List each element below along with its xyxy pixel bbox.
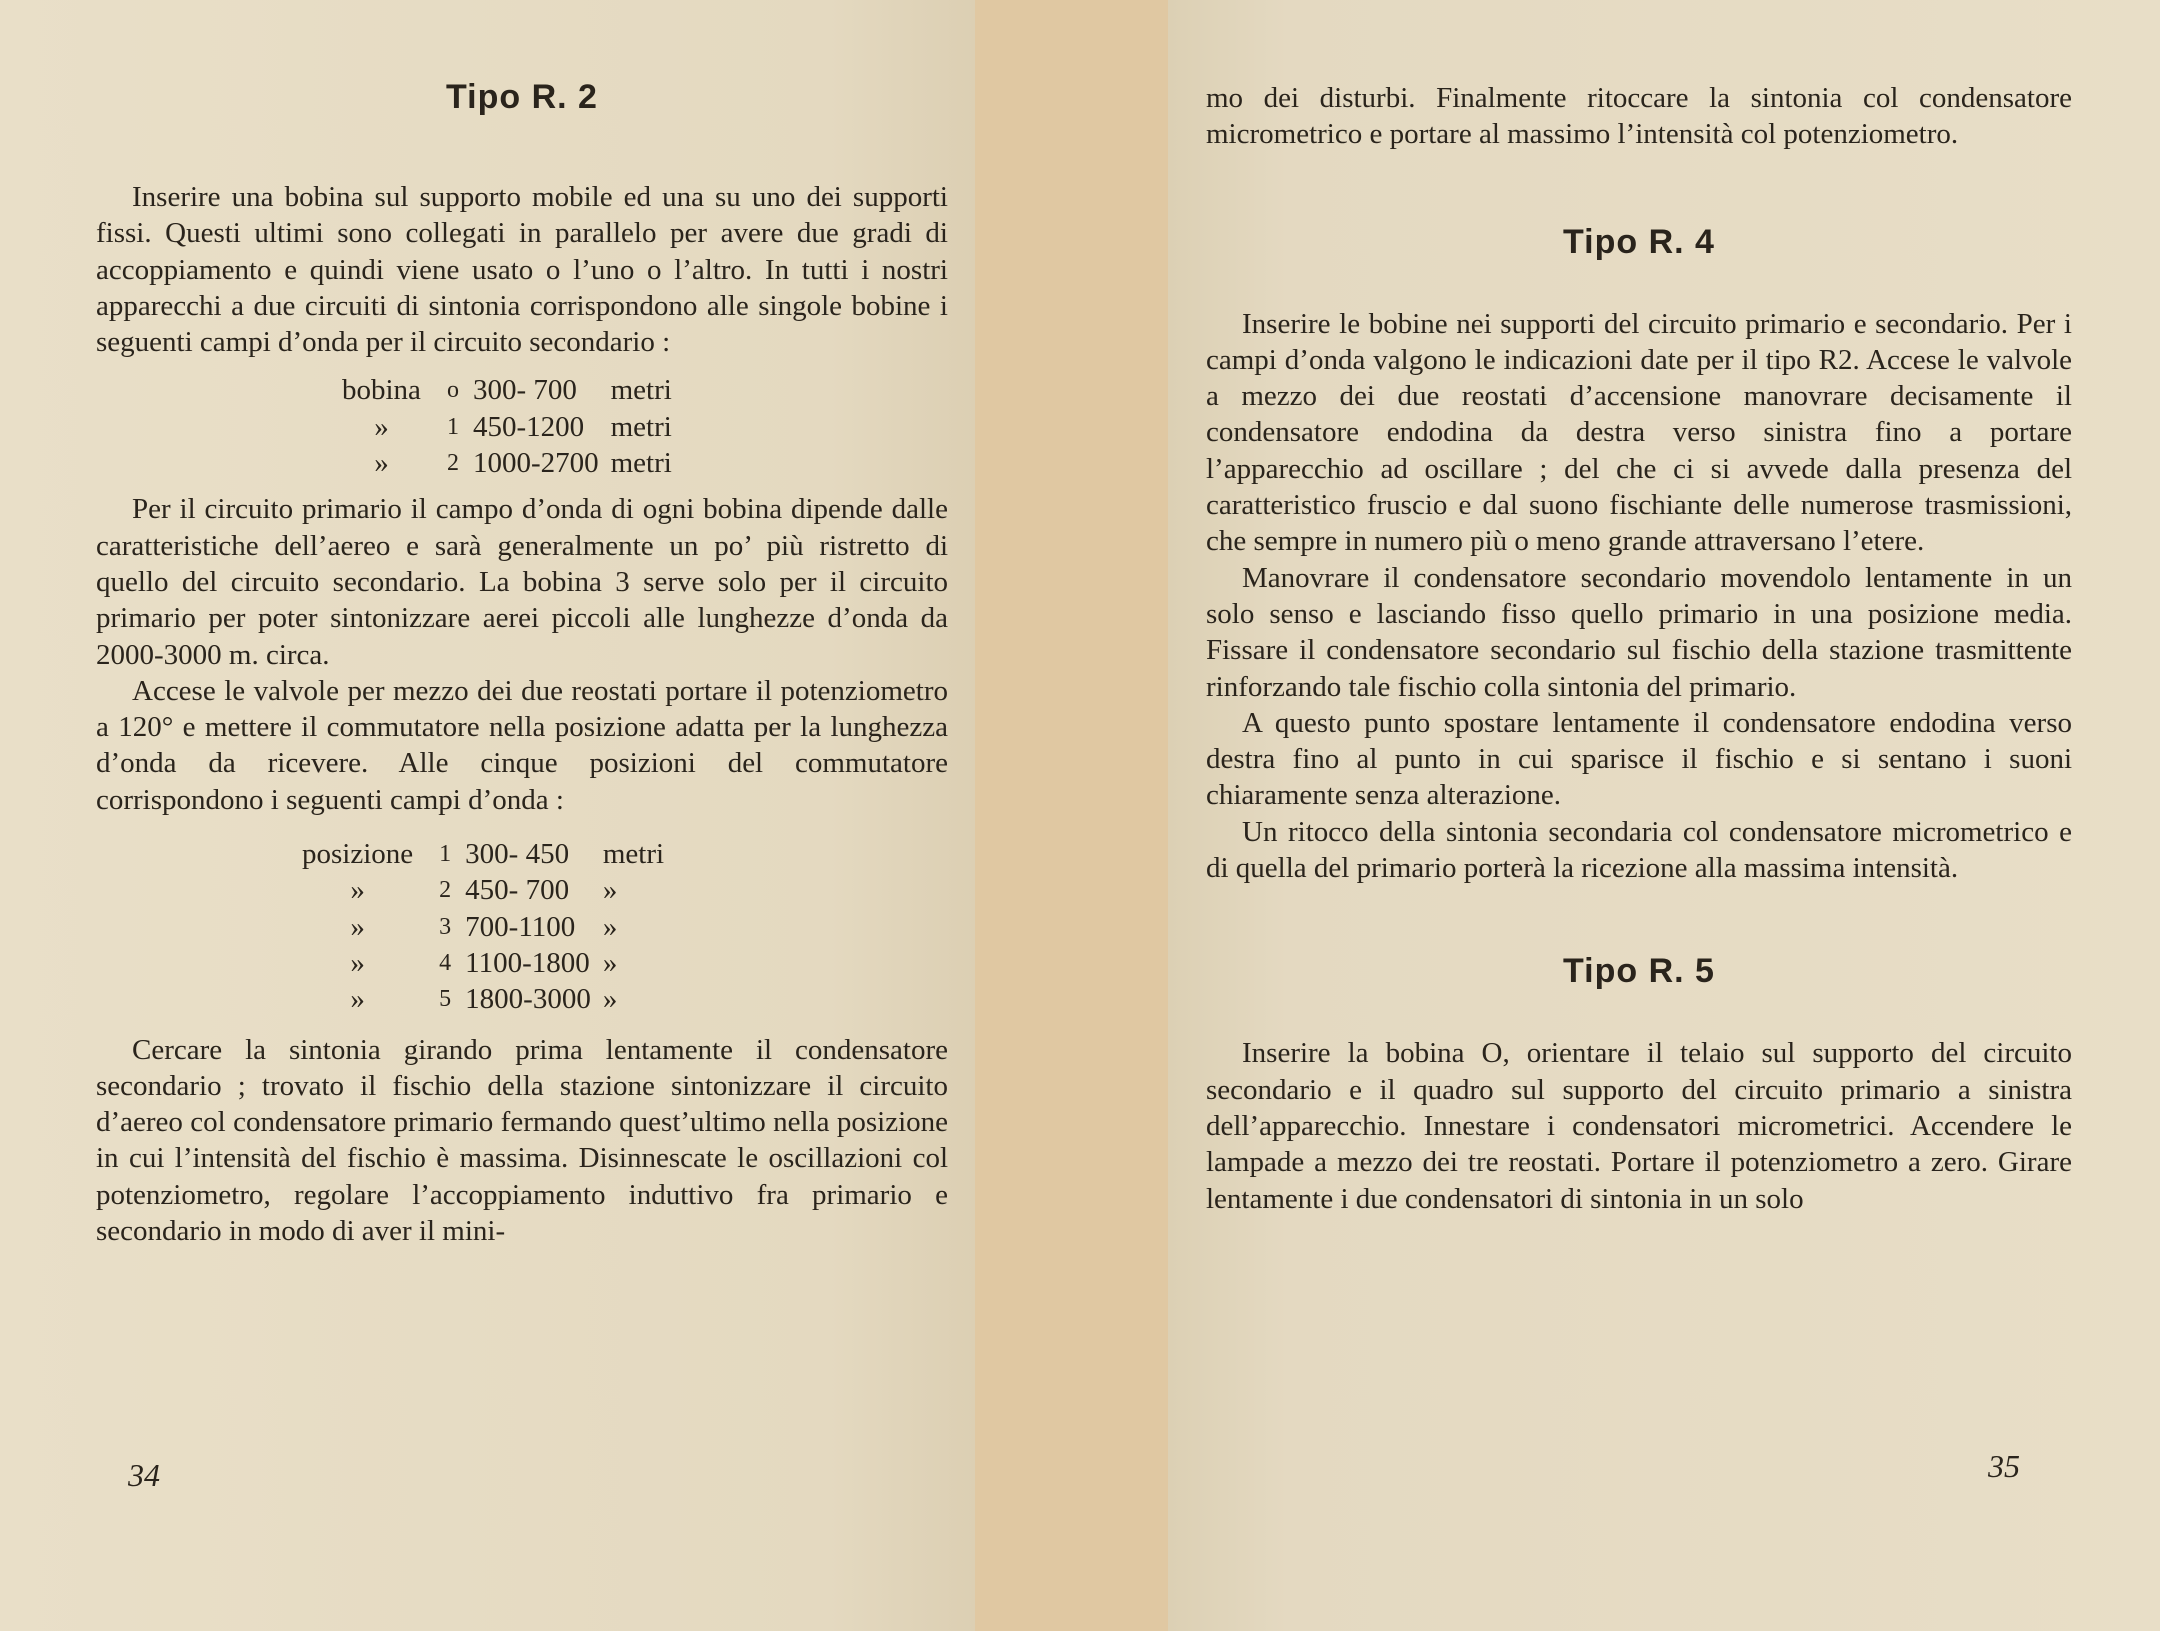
table-cell-label: » bbox=[350, 910, 365, 943]
table-cell-num: o bbox=[446, 377, 459, 404]
table-cell-label: » bbox=[350, 983, 365, 1016]
table-cell-num: 3 bbox=[439, 913, 452, 940]
table-cell-unit: metri bbox=[602, 838, 665, 871]
table-cell-unit: » bbox=[602, 946, 618, 979]
right-page bbox=[1168, 0, 2160, 1631]
position-table-row bbox=[302, 872, 676, 908]
table-cell-range: 1100-1800 bbox=[465, 946, 590, 979]
coil-table-row bbox=[342, 445, 684, 481]
table-cell-range: 1000-2700 bbox=[472, 447, 599, 480]
switch-position-table bbox=[302, 836, 676, 1017]
table-cell-num: 1 bbox=[439, 841, 452, 868]
paragraph-tuning: Cercare la sintonia girando prima lentamente il condensatore secondario ; trovato il fischio della stazione sintonizzare il circuito d’aereo col condensatore primario fermando quest’ultimo nella posizione in cui l’intensità del fischio è massima. Disinnescate le oscillazioni col potenziometro, regolare l’accoppiamento induttivo fra primario e secondario in modo di aver il mini- bbox=[96, 1033, 948, 1248]
table-cell-label: » bbox=[374, 410, 389, 443]
table-cell-label: bobina bbox=[342, 374, 421, 407]
paragraph-primary-circuit: Per il circuito primario il campo d’onda di ogni bobina dipende dalle caratteristiche dell’aereo e sarà generalmente un po’ più ristretto di quello del circuito secondario. La bobina 3 serve solo per il circuito primario per poter sintonizzare aerei piccoli alle lunghezze d’onda da 2000-3000 m. circa. bbox=[96, 493, 948, 671]
left-text-column bbox=[96, 78, 948, 1249]
table-cell-num: 4 bbox=[439, 949, 452, 976]
table-cell-unit: metri bbox=[610, 374, 672, 407]
right-text-column bbox=[1206, 80, 2072, 1217]
table-cell-num: 1 bbox=[446, 413, 459, 440]
left-page bbox=[0, 0, 975, 1631]
heading-tipo-r5: Tipo R. 5 bbox=[1563, 952, 1715, 991]
coil-wavelength-table bbox=[342, 372, 684, 481]
book-gutter bbox=[975, 0, 1168, 1631]
table-cell-num: 2 bbox=[439, 877, 452, 904]
paragraph-r2-intro: Inserire una bobina sul supporto mobile ed una su uno dei supporti fissi. Questi ultimi sono collegati in parallelo per avere due gradi di accoppiamento e quindi viene usato o l’uno o l’altro. In tutti i nostri apparecchi a due circuiti di sintonia corrispondono alle singole bobine i seguenti campi d’onda per il circuito secondario : bbox=[96, 181, 948, 359]
paragraph-valves: Accese le valvole per mezzo dei due reostati portare il potenziometro a 120° e mettere il commutatore nella posizione adatta per la lunghezza d’onda da ricevere. Alle cinque posizioni del commutatore corrispondono i seguenti campi d’onda : bbox=[96, 674, 948, 816]
table-cell-range: 300- 700 bbox=[472, 374, 577, 407]
position-table-row bbox=[302, 981, 676, 1017]
table-cell-unit: » bbox=[602, 910, 618, 943]
paragraph-r4-micrometric: Un ritocco della sintonia secondaria col condensatore micrometrico e di quella del primario porterà la ricezione alla massima intensità. bbox=[1206, 815, 2072, 885]
paragraph-r5-intro: Inserire la bobina O, orientare il telaio sul supporto del circuito secondario e il quadro sul supporto del circuito primario a sinistra dell’apparecchio. Innestare i condensatori micrometrici. Accendere le lampade a mezzo dei tre reostati. Portare il potenziometro a zero. Girare lentamente i due condensatori di sintonia in un solo bbox=[1206, 1037, 2072, 1215]
paragraph-r4-endodina: A questo punto spostare lentamente il condensatore endodina verso destra fino al punto in cui sparisce il fischio e si sentano i suoni chiaramente senza alterazione. bbox=[1206, 706, 2072, 812]
position-table-row bbox=[302, 836, 676, 872]
page-number-left: 34 bbox=[128, 1457, 160, 1493]
table-cell-unit: metri bbox=[610, 447, 672, 480]
position-table-row bbox=[302, 909, 676, 945]
coil-table-row bbox=[342, 409, 684, 445]
table-cell-range: 1800-3000 bbox=[465, 983, 591, 1016]
heading-tipo-r4: Tipo R. 4 bbox=[1563, 222, 1715, 261]
page-number-right: 35 bbox=[1988, 1448, 2020, 1484]
table-cell-unit: metri bbox=[610, 410, 672, 443]
table-cell-num: 2 bbox=[446, 450, 459, 477]
table-cell-num: 5 bbox=[439, 986, 452, 1013]
position-table-row bbox=[302, 945, 676, 981]
table-cell-unit: » bbox=[602, 983, 618, 1016]
paragraph-continuation: mo dei disturbi. Finalmente ritoccare la sintonia col condensatore micrometrico e portare al massimo l’intensità col potenziometro. bbox=[1206, 82, 2072, 151]
table-cell-range: 300- 450 bbox=[465, 838, 570, 871]
table-cell-range: 450- 700 bbox=[465, 874, 570, 907]
table-cell-range: 450-1200 bbox=[472, 410, 585, 443]
heading-tipo-r2: Tipo R. 2 bbox=[446, 78, 598, 116]
paragraph-r4-intro: Inserire le bobine nei supporti del circuito primario e secondario. Per i campi d’onda valgono le indicazioni date per il tipo R2. Accese le valvole a mezzo dei due reostati d’accensione manovrare decisamente il condensatore endodina da destra verso sinistra fino a portare l’apparecchio ad oscillare ; del che ci si avvede dalla presenza del caratteristico fruscio e dal suono fischiante delle numerose trasmissioni, che sempre in numero più o meno grande attraversano l’etere. bbox=[1206, 307, 2072, 558]
coil-table-row bbox=[342, 372, 684, 408]
table-cell-label: » bbox=[350, 946, 365, 979]
table-cell-unit: » bbox=[602, 874, 618, 907]
table-cell-label: posizione bbox=[302, 838, 414, 871]
table-cell-range: 700-1100 bbox=[465, 910, 576, 943]
table-cell-label: » bbox=[374, 447, 389, 480]
table-cell-label: » bbox=[350, 874, 365, 907]
paragraph-r4-secondary: Manovrare il condensatore secondario movendolo lentamente in un solo senso e lasciando fisso quello primario in una posizione media. Fissare il condensatore secondario sul fischio della stazione trasmittente rinforzando tale fischio colla sintonia del primario. bbox=[1206, 561, 2072, 703]
